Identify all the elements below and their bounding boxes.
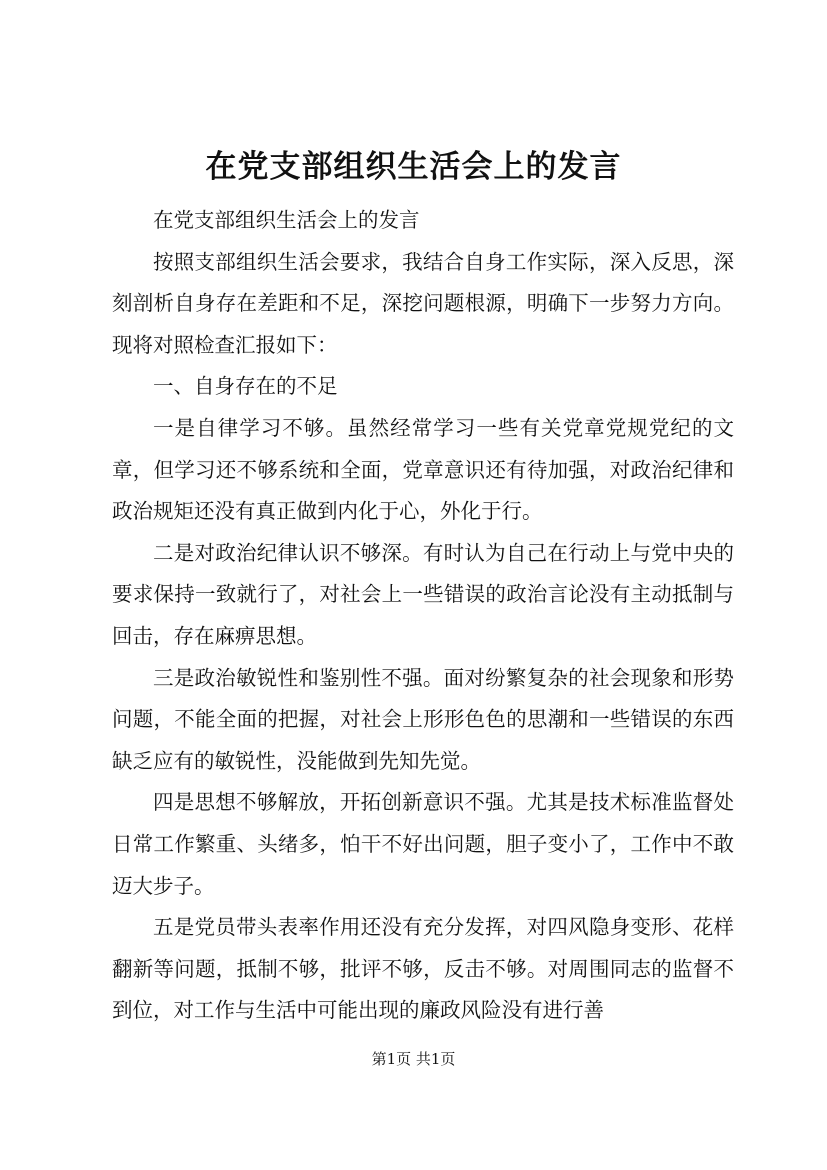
section-heading: 一、自身存在的不足: [153, 374, 338, 399]
paragraph-item-1: 一是自律学习不够。虽然经常学习一些有关党章党规党纪的文章，但学习还不够系统和全面，党章意识还有待加强，对政治纪律和政治规矩还没有真正做到内化于心，外化于行。: [112, 415, 734, 524]
paragraph-item-5: 五是党员带头表率作用还没有充分发挥，对四风隐身变形、花样翻新等问题，抵制不够，批评不够，反击不够。对周围同志的监督不到位，对工作与生活中可能出现的廉政风险没有进行善: [112, 915, 734, 1023]
document-title: 在党支部组织生活会上的发言: [205, 149, 622, 185]
paragraph-item-3: 三是政治敏锐性和鉴别性不强。面对纷繁复杂的社会现象和形势问题，不能全面的把握，对社会上形形色色的思潮和一些错误的东西缺乏应有的敏锐性，没能做到先知先觉。: [112, 665, 734, 773]
document-body: [112, 200, 734, 1032]
paragraph-item-4: 四是思想不够解放，开拓创新意识不强。尤其是技术标准监督处日常工作繁重、头绪多，怕干不好出问题，胆子变小了，工作中不敢迈大步子。: [112, 790, 734, 898]
paragraph-subtitle: 在党支部组织生活会上的发言: [153, 208, 420, 232]
paragraph-intro: 按照支部组织生活会要求，我结合自身工作实际，深入反思，深刻剖析自身存在差距和不足，深挖问题根源，明确下一步努力方向。现将对照检查汇报如下：: [112, 249, 734, 357]
page-footer: 第1页 共1页: [371, 1050, 456, 1068]
paragraph-item-2: 二是对政治纪律认识不够深。有时认为自己在行动上与党中央的要求保持一致就行了，对社会上一些错误的政治言论没有主动抵制与回击，存在麻痹思想。: [112, 540, 734, 648]
